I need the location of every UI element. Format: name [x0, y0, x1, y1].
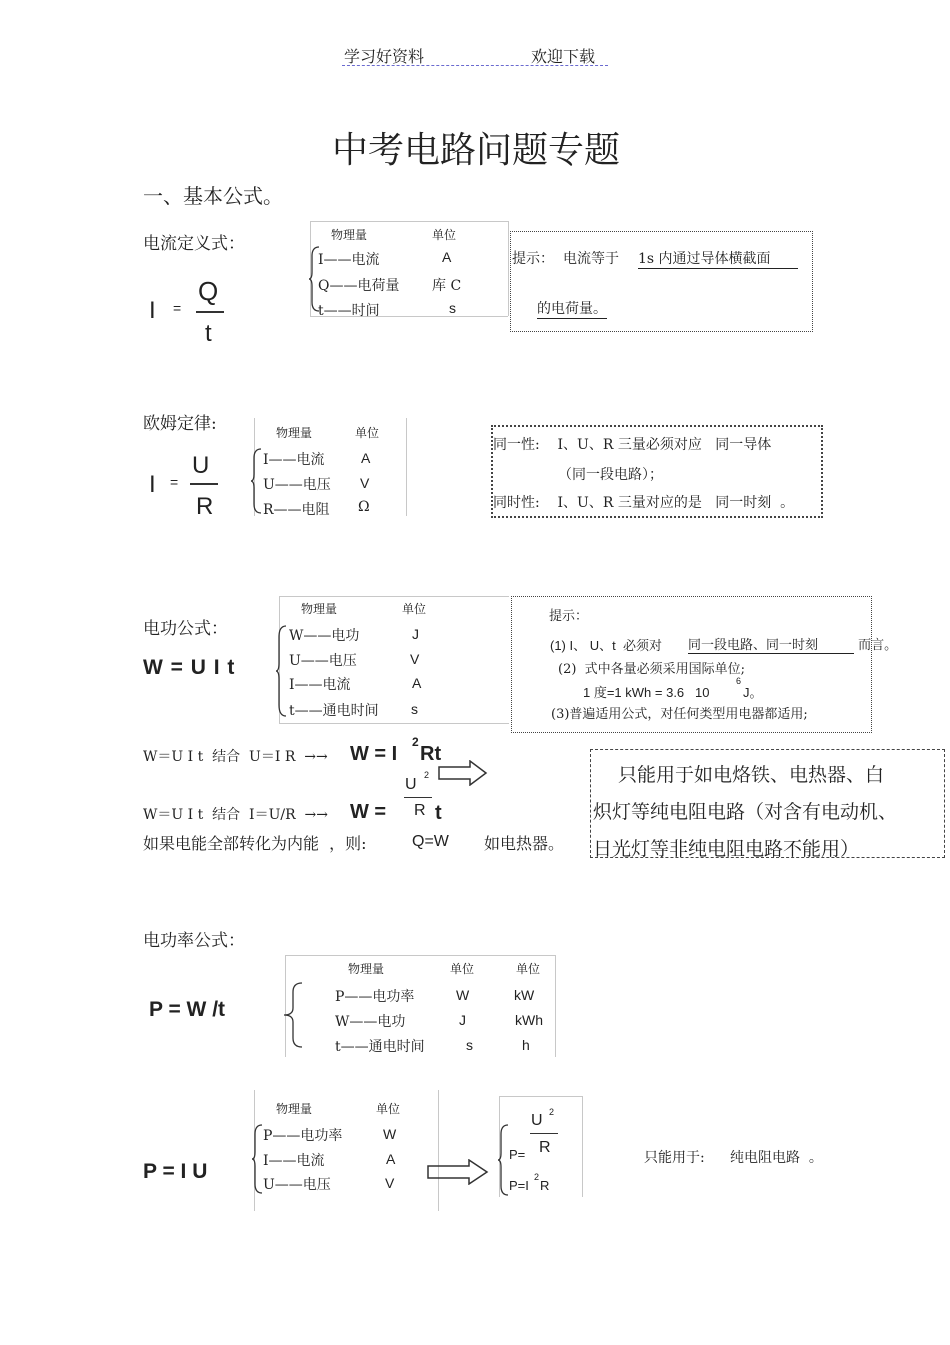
- current-formula-num: Q: [198, 276, 219, 306]
- header-divider: [342, 65, 608, 66]
- power2-row-3-qty: U——电压: [263, 1177, 331, 1193]
- section-heading: 一、基本公式。: [143, 184, 283, 208]
- work-hint-l2: (2) 式中各量必须采用国际单位;: [558, 662, 746, 677]
- power2-derived-brace: [497, 1124, 509, 1196]
- ohm-label: 欧姆定律:: [143, 414, 217, 434]
- work-hint-l1a: (1) I、 U、t 必须对: [550, 638, 666, 653]
- work-derive-1-sup: 2: [412, 735, 419, 749]
- power2-derived-top: [499, 1096, 582, 1097]
- work-heat-text: 如果电能全部转化为内能 ，则:: [143, 834, 367, 853]
- ohm-note-line-1: 同一性: I、U、R 三量必须对应 同一导体: [493, 437, 772, 453]
- current-hint-prefix: 提示：: [512, 251, 554, 267]
- work-row-3-qty: I——电流: [289, 677, 351, 693]
- current-row-1-qty: I——电流: [318, 252, 380, 268]
- power2-derived-p2a: P=I: [509, 1178, 529, 1193]
- power2-formula: P = I U: [143, 1160, 208, 1183]
- work-table-bottom: [279, 723, 509, 724]
- work-row-4-unit: s: [411, 701, 418, 717]
- power-row-2-unit: J: [459, 1012, 466, 1028]
- power2-table-h1: 物理量: [276, 1102, 313, 1116]
- power2-row-1-unit: W: [383, 1126, 397, 1142]
- ohm-brace: [250, 448, 262, 514]
- power2-derived-num: U: [531, 1112, 543, 1129]
- current-formula-eq: =: [173, 300, 182, 316]
- work-note-line-2: 炽灯等纯电阻电路（对含有电动机、: [593, 801, 898, 823]
- work-row-1-qty: W——电功: [289, 628, 360, 644]
- power-table-h2: 单位: [450, 962, 475, 976]
- current-formula-lhs: I: [149, 297, 156, 324]
- ohm-row-3-qty: R——电阻: [263, 502, 330, 518]
- page-title: 中考电路问题专题: [332, 130, 621, 171]
- header-left: 学习好资料: [344, 47, 425, 66]
- power2-derived-p2b: R: [540, 1178, 550, 1193]
- work-derive-2-text: W＝U I t 结合 I＝U/R →→: [143, 807, 328, 823]
- work-row-1-unit: J: [412, 626, 419, 642]
- power2-derived-p2-sup: 2: [534, 1172, 540, 1182]
- work-row-2-unit: V: [410, 651, 420, 667]
- power2-arrow-icon: [427, 1159, 489, 1185]
- ohm-formula-den: R: [196, 493, 214, 520]
- power2-row-2-unit: A: [386, 1151, 396, 1167]
- power2-note-a: 只能用于:: [644, 1150, 705, 1166]
- header-right: 欢迎下载: [531, 47, 596, 66]
- work-row-4-qty: t——通电时间: [289, 703, 379, 719]
- power-row-3-unit: s: [466, 1037, 473, 1053]
- work-row-3-unit: A: [412, 675, 422, 691]
- current-hint-fill-2: 的电荷量。: [537, 298, 607, 319]
- work-formula: W = U I t: [143, 656, 235, 679]
- work-derive-2-formula: W =: [350, 801, 387, 823]
- work-hint-l4: (3)普遍适用公式，对任何类型用电器都适用;: [551, 707, 808, 722]
- work-derive-2-bar: [404, 797, 432, 798]
- power2-row-2-qty: I——电流: [263, 1153, 325, 1169]
- work-label: 电功公式：: [143, 619, 228, 639]
- current-table-right: [508, 221, 509, 316]
- work-hint-l3a: 1 度=1 kWh = 3.6 10: [583, 685, 710, 700]
- power2-derived-den: R: [539, 1139, 551, 1156]
- power-table-h3: 单位: [516, 962, 541, 976]
- ohm-note-line-3: 同时性: I、U、R 三量对应的是 同一时刻 。: [493, 495, 795, 511]
- power2-table-right: [438, 1090, 439, 1211]
- ohm-formula-eq: =: [170, 474, 179, 490]
- power-row-1-unit: W: [456, 987, 470, 1003]
- power2-derived-right: [582, 1096, 583, 1197]
- work-table-h2: 单位: [402, 602, 427, 616]
- current-row-3-unit: s: [449, 300, 456, 316]
- power-row-2-unit2: kWh: [515, 1012, 543, 1028]
- work-derive-arrow-icon: [438, 760, 488, 786]
- current-fraction-bar: [196, 311, 224, 313]
- ohm-note-line-2: （同一段电路）；: [558, 467, 663, 483]
- work-heat-formula: Q=W: [412, 833, 449, 850]
- current-formula-den: t: [205, 320, 212, 347]
- ohm-row-2-unit: V: [360, 475, 370, 491]
- ohm-row-2-qty: U——电压: [263, 477, 331, 493]
- work-table-h1: 物理量: [301, 602, 338, 616]
- current-label: 电流定义式：: [143, 234, 245, 254]
- current-table-h2: 单位: [432, 228, 457, 242]
- power2-brace: [251, 1124, 263, 1194]
- power2-row-3-unit: V: [385, 1175, 395, 1191]
- current-row-1-unit: A: [442, 249, 452, 265]
- work-hint-title: 提示：: [549, 609, 589, 624]
- work-hint-l1-fill: 同一段电路、同一时刻: [688, 634, 854, 654]
- work-note-line-3: 日光灯等非纯电阻电路不能用）: [593, 838, 860, 860]
- ohm-formula-num: U: [192, 452, 210, 479]
- power-table-h1: 物理量: [348, 962, 385, 976]
- power-label: 电功率公式：: [143, 931, 245, 951]
- work-note-line-1: 只能用于如电烙铁、电热器、白: [618, 764, 885, 786]
- power-brace: [282, 982, 304, 1048]
- ohm-fraction-bar: [190, 483, 218, 485]
- power-row-1-qty: P——电功率: [335, 989, 415, 1005]
- work-table-top: [279, 596, 509, 597]
- ohm-row-1-unit: A: [361, 450, 371, 466]
- ohm-row-3-unit: Ω: [358, 499, 370, 515]
- work-brace: [275, 625, 287, 717]
- ohm-formula-lhs: I: [149, 471, 156, 498]
- power2-derived-sup: 2: [549, 1107, 555, 1117]
- work-derive-2-den: R: [414, 802, 426, 819]
- current-table-h1: 物理量: [331, 228, 368, 242]
- work-heat-example: 如电热器。: [484, 834, 565, 853]
- ohm-table-h2: 单位: [355, 426, 380, 440]
- work-row-2-qty: U——电压: [289, 653, 357, 669]
- power2-derived-bar: [530, 1133, 558, 1134]
- ohm-table-h1: 物理量: [276, 426, 313, 440]
- power-row-3-unit2: h: [522, 1037, 530, 1053]
- current-hint-text: 电流等于: [563, 251, 619, 267]
- power2-derived-p1: P=: [509, 1147, 526, 1162]
- current-row-2-unit: 库 C: [432, 278, 462, 294]
- current-hint-fill: 1s 内通过导体横截面: [638, 248, 798, 269]
- work-derive-1-formula: W = I: [350, 743, 398, 765]
- power2-note-b: 纯电阻电路 。: [730, 1150, 823, 1166]
- work-derive-1-text: W＝U I t 结合 U＝I R →→: [143, 749, 328, 765]
- current-row-3-qty: t——时间: [318, 303, 380, 319]
- power-row-1-unit2: kW: [514, 987, 535, 1003]
- work-derive-2-num: U: [405, 776, 417, 793]
- ohm-row-1-qty: I——电流: [263, 452, 325, 468]
- power2-table-h2: 单位: [376, 1102, 401, 1116]
- power-table-top: [285, 955, 555, 956]
- power-table-right: [555, 955, 556, 1057]
- power-row-3-qty: t——通电时间: [335, 1039, 425, 1055]
- current-row-2-qty: Q——电荷量: [318, 278, 400, 294]
- work-derive-2-t: t: [435, 802, 442, 824]
- work-hint-l1b: 而言。: [854, 638, 898, 653]
- work-derive-1-rt: Rt: [420, 743, 442, 765]
- work-hint-l3b: J。: [743, 685, 763, 700]
- work-derive-2-sup: 2: [424, 770, 430, 780]
- current-table-top: [310, 221, 508, 222]
- power2-row-1-qty: P——电功率: [263, 1128, 343, 1144]
- power-formula: P = W /t: [149, 998, 226, 1021]
- ohm-table-right: [406, 418, 407, 516]
- power-row-2-qty: W——电功: [335, 1014, 406, 1030]
- work-hint-l3-sup: 6: [736, 676, 742, 686]
